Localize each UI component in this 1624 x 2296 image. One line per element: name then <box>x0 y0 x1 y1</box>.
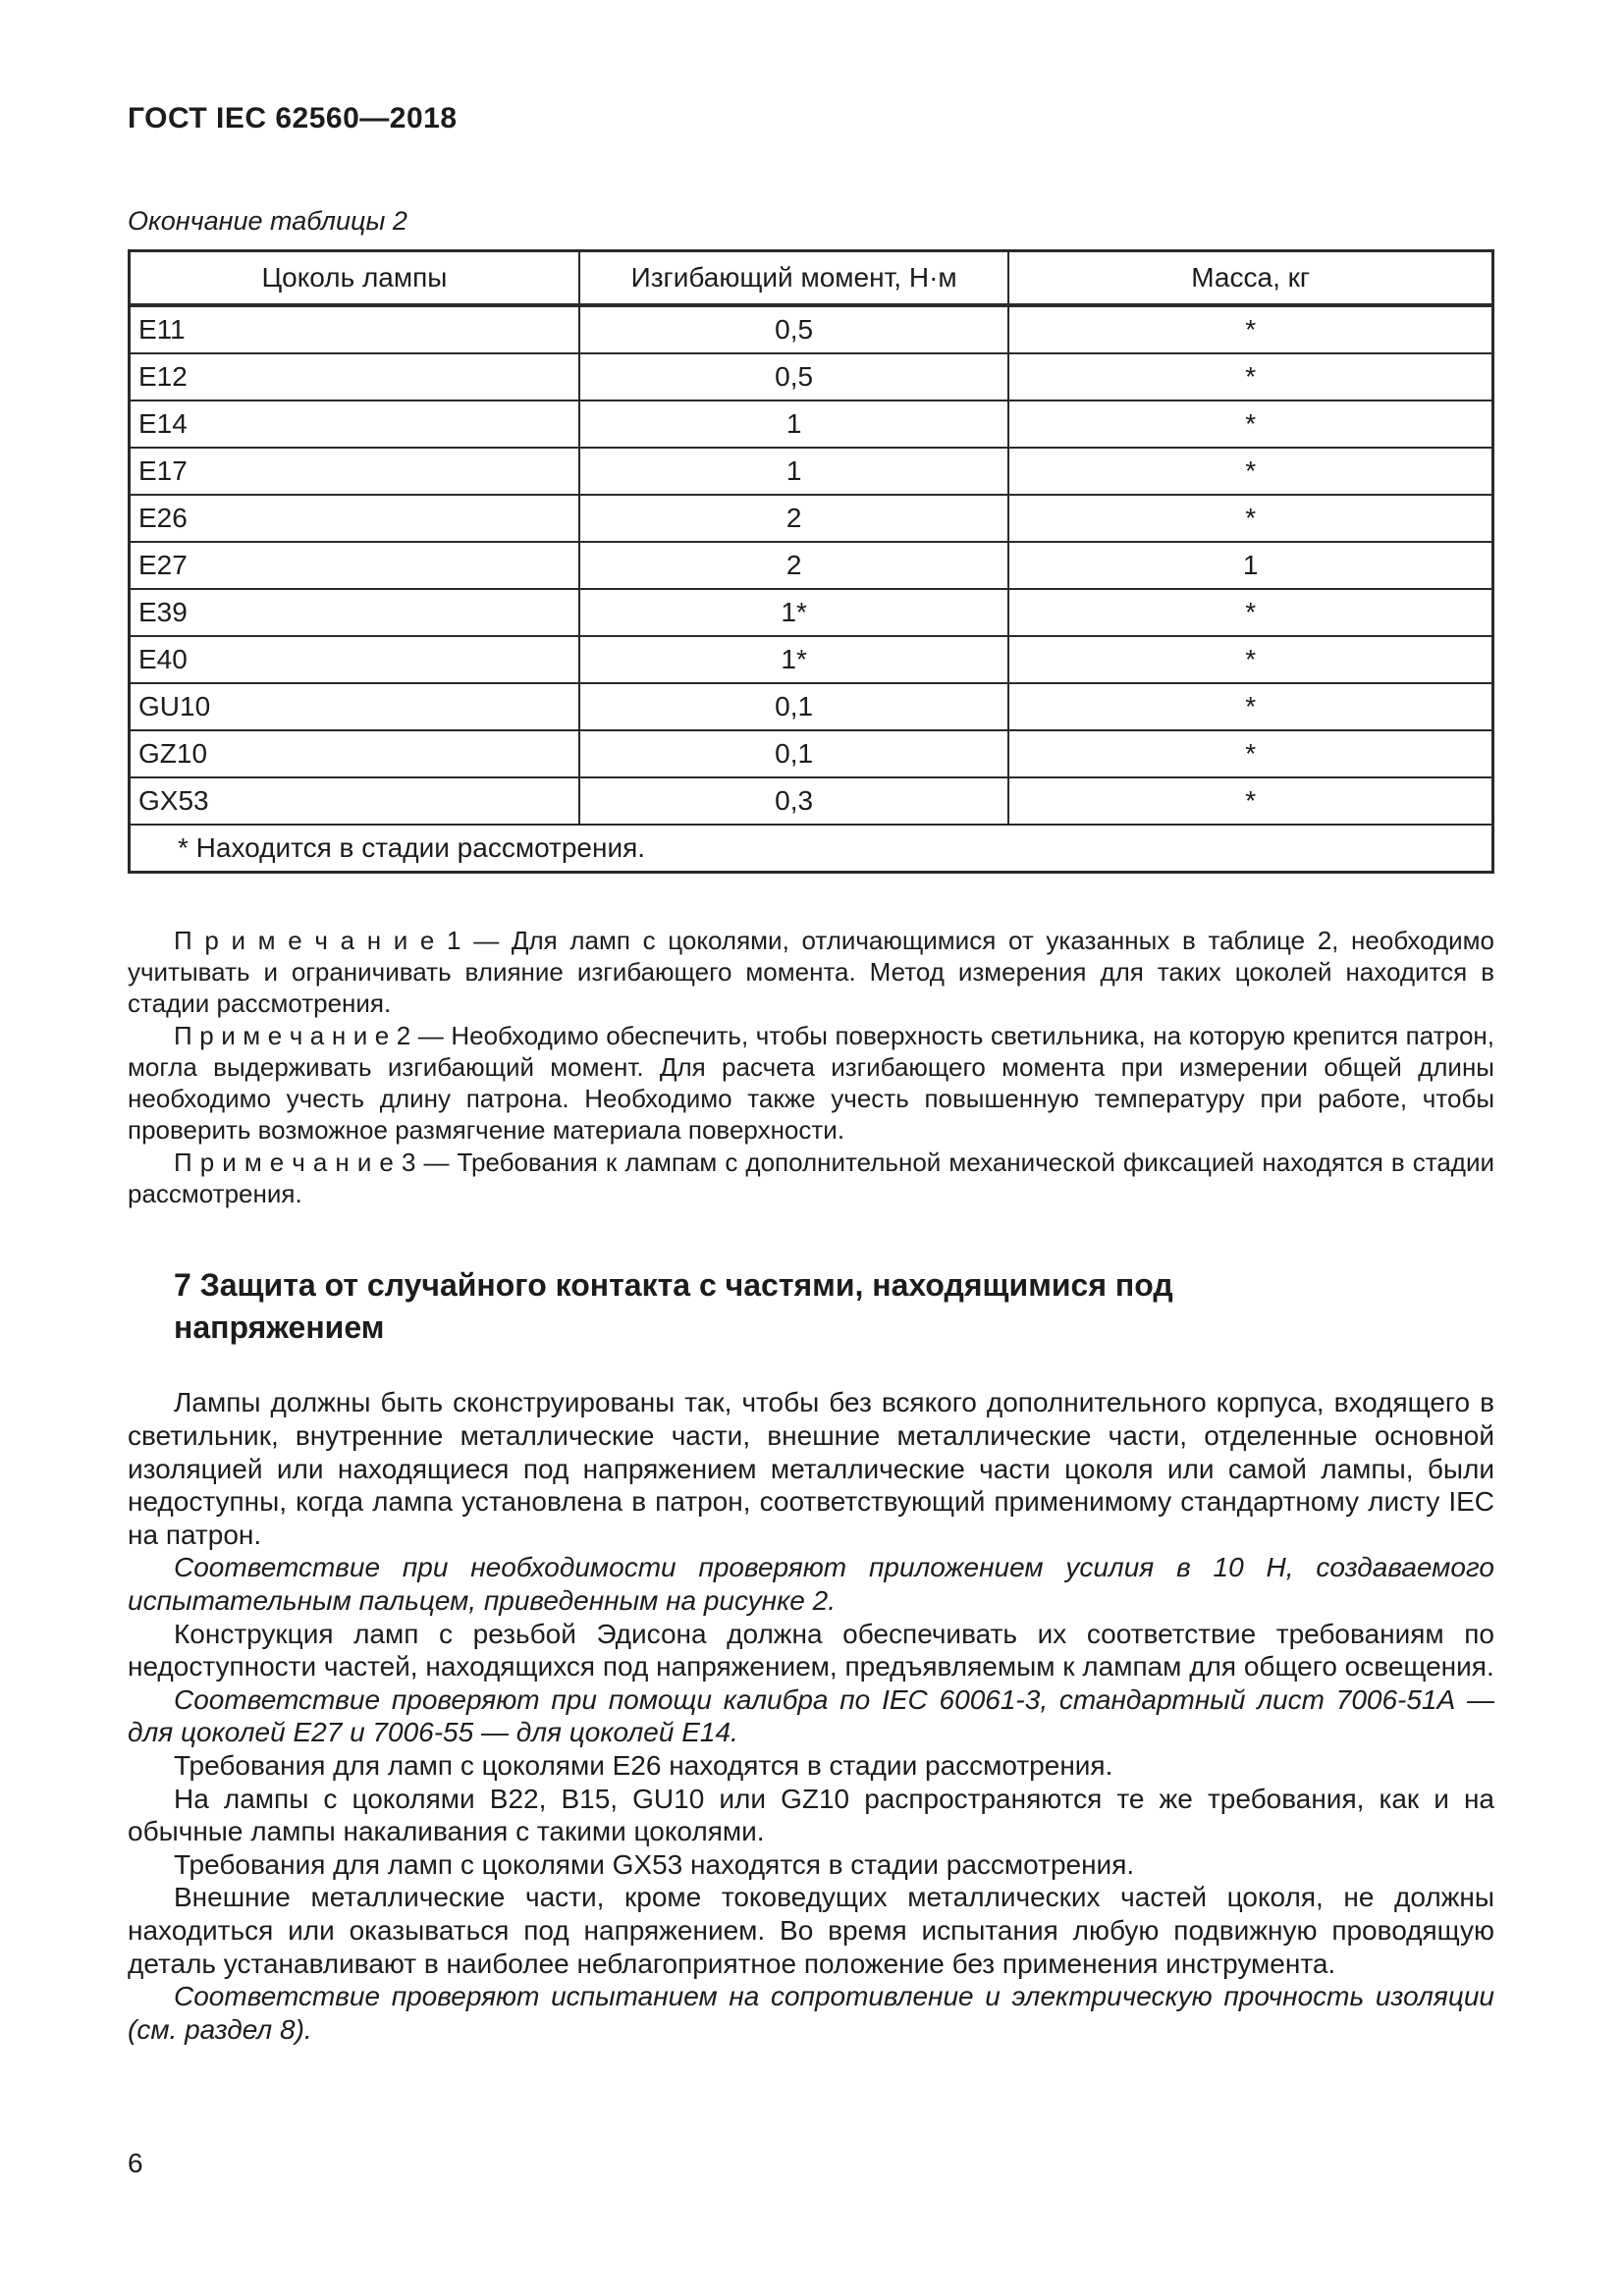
table-cell: E17 <box>130 448 579 495</box>
body-paragraph: Лампы должны быть сконструированы так, чтобы без всякого дополнительного корпуса, входящего в светильник, внутренние металлические части, внешние металлические части, отделенные основной изоляцией или находящиеся под напряжением металлические части цоколя или самой лампы, были недоступны, когда лампа установлена в патрон, соответствующий применимому стандартному листу IEC на патрон. <box>128 1387 1494 1550</box>
table-cell: * <box>1008 448 1492 495</box>
section-heading: 7 Защита от случайного контакта с частями, находящимися под напряжением <box>174 1267 1173 1346</box>
table-cell: 0,1 <box>579 730 1009 777</box>
note-paragraph: П р и м е ч а н и е 3 — Требования к лампам с дополнительной механической фиксацией находятся в стадии рассмотрения. <box>128 1147 1494 1208</box>
table-cell: * <box>1008 589 1492 636</box>
table-cell: * <box>1008 495 1492 542</box>
table-body <box>130 305 1493 825</box>
document-header: ГОСТ IEC 62560—2018 <box>128 102 458 134</box>
table-cell: GX53 <box>130 777 579 825</box>
table-row <box>130 730 1493 777</box>
body-paragraphs <box>128 1386 1494 2046</box>
body-paragraph: Внешние металлические части, кроме токоведущих металлических частей цоколя, не должны находиться или оказываться под напряжением. Во время испытания любую подвижную проводящую деталь устанавливают в наиболее неблагоприятное положение без применения инструмента. <box>128 1882 1494 1979</box>
table-cell: * <box>1008 353 1492 400</box>
table-cell: E12 <box>130 353 579 400</box>
table-cell: * <box>1008 636 1492 683</box>
table-footnote-row <box>130 825 1493 873</box>
table-cell: * <box>1008 777 1492 825</box>
table-row <box>130 448 1493 495</box>
table-cell: * <box>1008 683 1492 730</box>
table-cell: 0,5 <box>579 305 1009 353</box>
table-cell: E26 <box>130 495 579 542</box>
table-cell: 1* <box>579 589 1009 636</box>
table-header-row <box>130 251 1493 306</box>
table-cell: 1* <box>579 636 1009 683</box>
table-cell: E11 <box>130 305 579 353</box>
table-footnote: * Находится в стадии рассмотрения. <box>130 825 1493 873</box>
table-cell: * <box>1008 400 1492 448</box>
table-cell: 1 <box>579 400 1009 448</box>
table-row <box>130 353 1493 400</box>
body-paragraph: Требования для ламп с цоколями Е26 находятся в стадии рассмотрения. <box>174 1750 1113 1782</box>
table-cell: E14 <box>130 400 579 448</box>
column-header: Масса, кг <box>1008 251 1492 306</box>
table-row <box>130 542 1493 589</box>
note-paragraph: П р и м е ч а н и е 1 — Для ламп с цоколями, отличающимися от указанных в таблице 2, необходимо учитывать и ограничивать влияние изгибающего момента. Метод измерения для таких цоколей находится в стадии рассмотрения. <box>128 926 1494 1019</box>
body-paragraph: Конструкция ламп с резьбой Эдисона должна обеспечивать их соответствие требованиям по недоступности частей, находящихся под напряжением, предъявляемым к лампам для общего освещения. <box>128 1618 1494 1682</box>
table-row <box>130 589 1493 636</box>
table-cell: E40 <box>130 636 579 683</box>
table-cell: E39 <box>130 589 579 636</box>
notes-block <box>128 925 1494 1209</box>
compliance-paragraph: Соответствие проверяют при помощи калибра по IEC 60061-3, стандартный лист 7006-51А — для цоколей Е27 и 7006-55 — для цоколей Е14. <box>128 1683 1494 1748</box>
table-cell: 0,5 <box>579 353 1009 400</box>
page-content <box>128 102 1494 2046</box>
table-cell: GZ10 <box>130 730 579 777</box>
table-cell: * <box>1008 305 1492 353</box>
table-row <box>130 305 1493 353</box>
table-cell: GU10 <box>130 683 579 730</box>
table-row <box>130 636 1493 683</box>
body-paragraph: На лампы с цоколями В22, В15, GU10 или GZ10 распространяются те же требования, как и на обычные лампы накаливания с такими цоколями. <box>128 1783 1494 1847</box>
table-cell: E27 <box>130 542 579 589</box>
table-cell: 1 <box>579 448 1009 495</box>
page-number: 6 <box>128 2148 143 2178</box>
table-cell: 2 <box>579 495 1009 542</box>
table-cell: 2 <box>579 542 1009 589</box>
column-header: Изгибающий момент, Н·м <box>579 251 1009 306</box>
compliance-paragraph: Соответствие при необходимости проверяют приложением усилия в 10 Н, создаваемого испытательным пальцем, приведенным на рисунке 2. <box>128 1552 1494 1617</box>
table-row <box>130 683 1493 730</box>
table-cell: 0,3 <box>579 777 1009 825</box>
table-row <box>130 495 1493 542</box>
table-caption: Окончание таблицы 2 <box>128 206 407 236</box>
table-row <box>130 400 1493 448</box>
lamp-cap-table <box>128 249 1494 874</box>
table-cell: 1 <box>1008 542 1492 589</box>
compliance-paragraph: Соответствие проверяют испытанием на сопротивление и электрическую прочность изоляции (см. раздел 8). <box>128 1981 1494 2045</box>
body-paragraph: Требования для ламп с цоколями GX53 находятся в стадии рассмотрения. <box>174 1848 1135 1880</box>
table-row <box>130 777 1493 825</box>
table-cell: * <box>1008 730 1492 777</box>
note-paragraph: П р и м е ч а н и е 2 — Необходимо обеспечить, чтобы поверхность светильника, на которую крепится патрон, могла выдерживать изгибающий момент. Для расчета изгибающего момента при измерении общей длины необходимо учесть длину патрона. Необходимо также учесть повышенную температуру при работе, чтобы проверить возможное размягчение материала поверхности. <box>128 1020 1494 1146</box>
column-header: Цоколь лампы <box>130 251 579 306</box>
table-cell: 0,1 <box>579 683 1009 730</box>
